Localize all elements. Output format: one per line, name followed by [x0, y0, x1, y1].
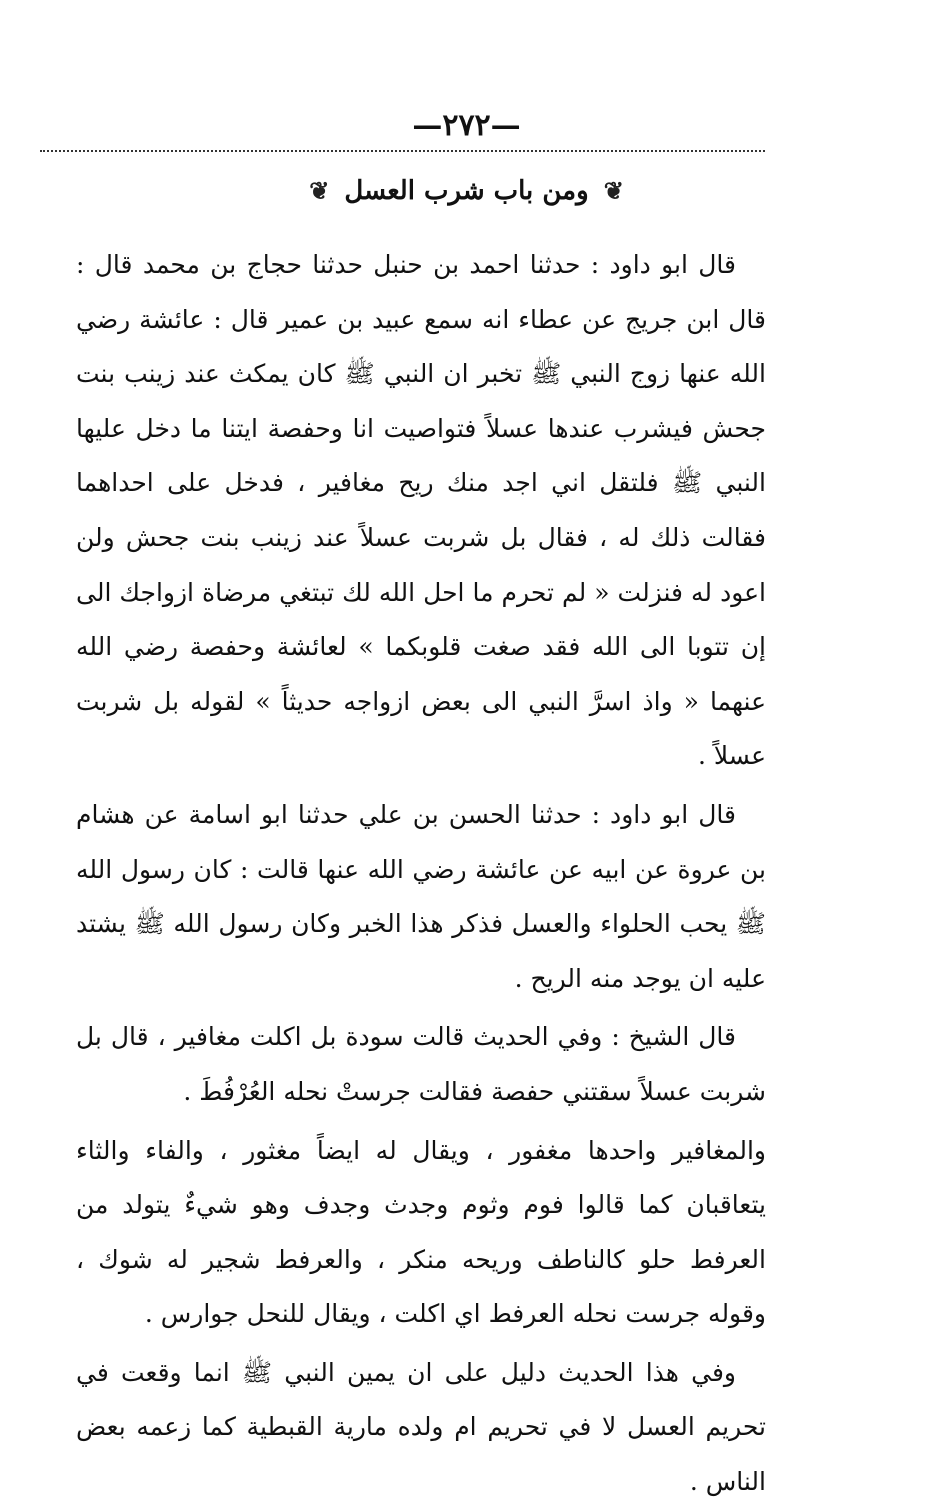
- header-divider: [40, 150, 765, 152]
- body-text: [76, 238, 766, 1510]
- chapter-heading: [0, 176, 933, 206]
- paragraph-conclusion: وفي هذا الحديث دليل على ان يمين النبي ﷺ انما وقعت في تحريم العسل لا في تحريم ام ولده مارية القبطية كما زعمه بعض الناس .: [76, 1357, 766, 1497]
- ornament-right-icon: ❦: [603, 176, 624, 205]
- paragraph-maghafir-explanation: والمغافير واحدها مغفور ، ويقال له ايضاً مغثور ، والفاء والثاء يتعاقبان كما قالوا فوم وثوم وجدث وجدف وهو شيءٌ يتولد من العرفط حلو كالناطف وريحه منكر ، والعرفط شجير له شوك ، وقوله جرست نحله العرفط اي اكلت ، ويقال للنحل جوارس .: [76, 1135, 766, 1329]
- paragraph-hadith-2: قال ابو داود : حدثنا الحسن بن علي حدثنا ابو اسامة عن هشام بن عروة عن ابيه عن عائشة رضي الله عنها قالت : كان رسول الله ﷺ يحب الحلواء والعسل فذكر هذا الخبر وكان رسول الله ﷺ يشتد عليه ان يوجد منه الريح .: [76, 799, 766, 993]
- page-number: —٢٧٢—: [412, 108, 521, 143]
- chapter-title-text: ومن باب شرب العسل: [344, 176, 589, 206]
- ornament-left-icon: ❦: [309, 176, 330, 205]
- paragraph-sheikh-comment: قال الشيخ : وفي الحديث قالت سودة بل اكلت مغافير ، قال بل شربت عسلاً سقتني حفصة فقالت جرستْ نحله العُرْفُطَ .: [76, 1022, 766, 1106]
- paragraph-hadith-1: قال ابو داود : حدثنا احمد بن حنبل حدثنا حجاج بن محمد قال : قال ابن جريج عن عطاء انه سمع عبيد بن عمير قال : عائشة رضي الله عنها زوج النبي ﷺ تخبر ان النبي ﷺ كان يمكث عند زينب بنت جحش فيشرب عندها عسلاً فتواصيت انا وحفصة ايتنا ما دخل عليها النبي ﷺ فلتقل اني اجد منك ريح مغافير ، فدخل على احداهما فقالت ذلك له ، فقال بل شربت عسلاً عند زينب بنت جحش ولن اعود له فنزلت « لم تحرم ما احل الله لك تبتغي مرضاة ازواجك الى إن تتوبا الى الله فقد صغت قلوبكما » لعائشة وحفصة رضي الله عنهما « واذ اسرَّ النبي الى بعض ازواجه حديثاً » لقوله بل شربت عسلاً .: [76, 250, 766, 771]
